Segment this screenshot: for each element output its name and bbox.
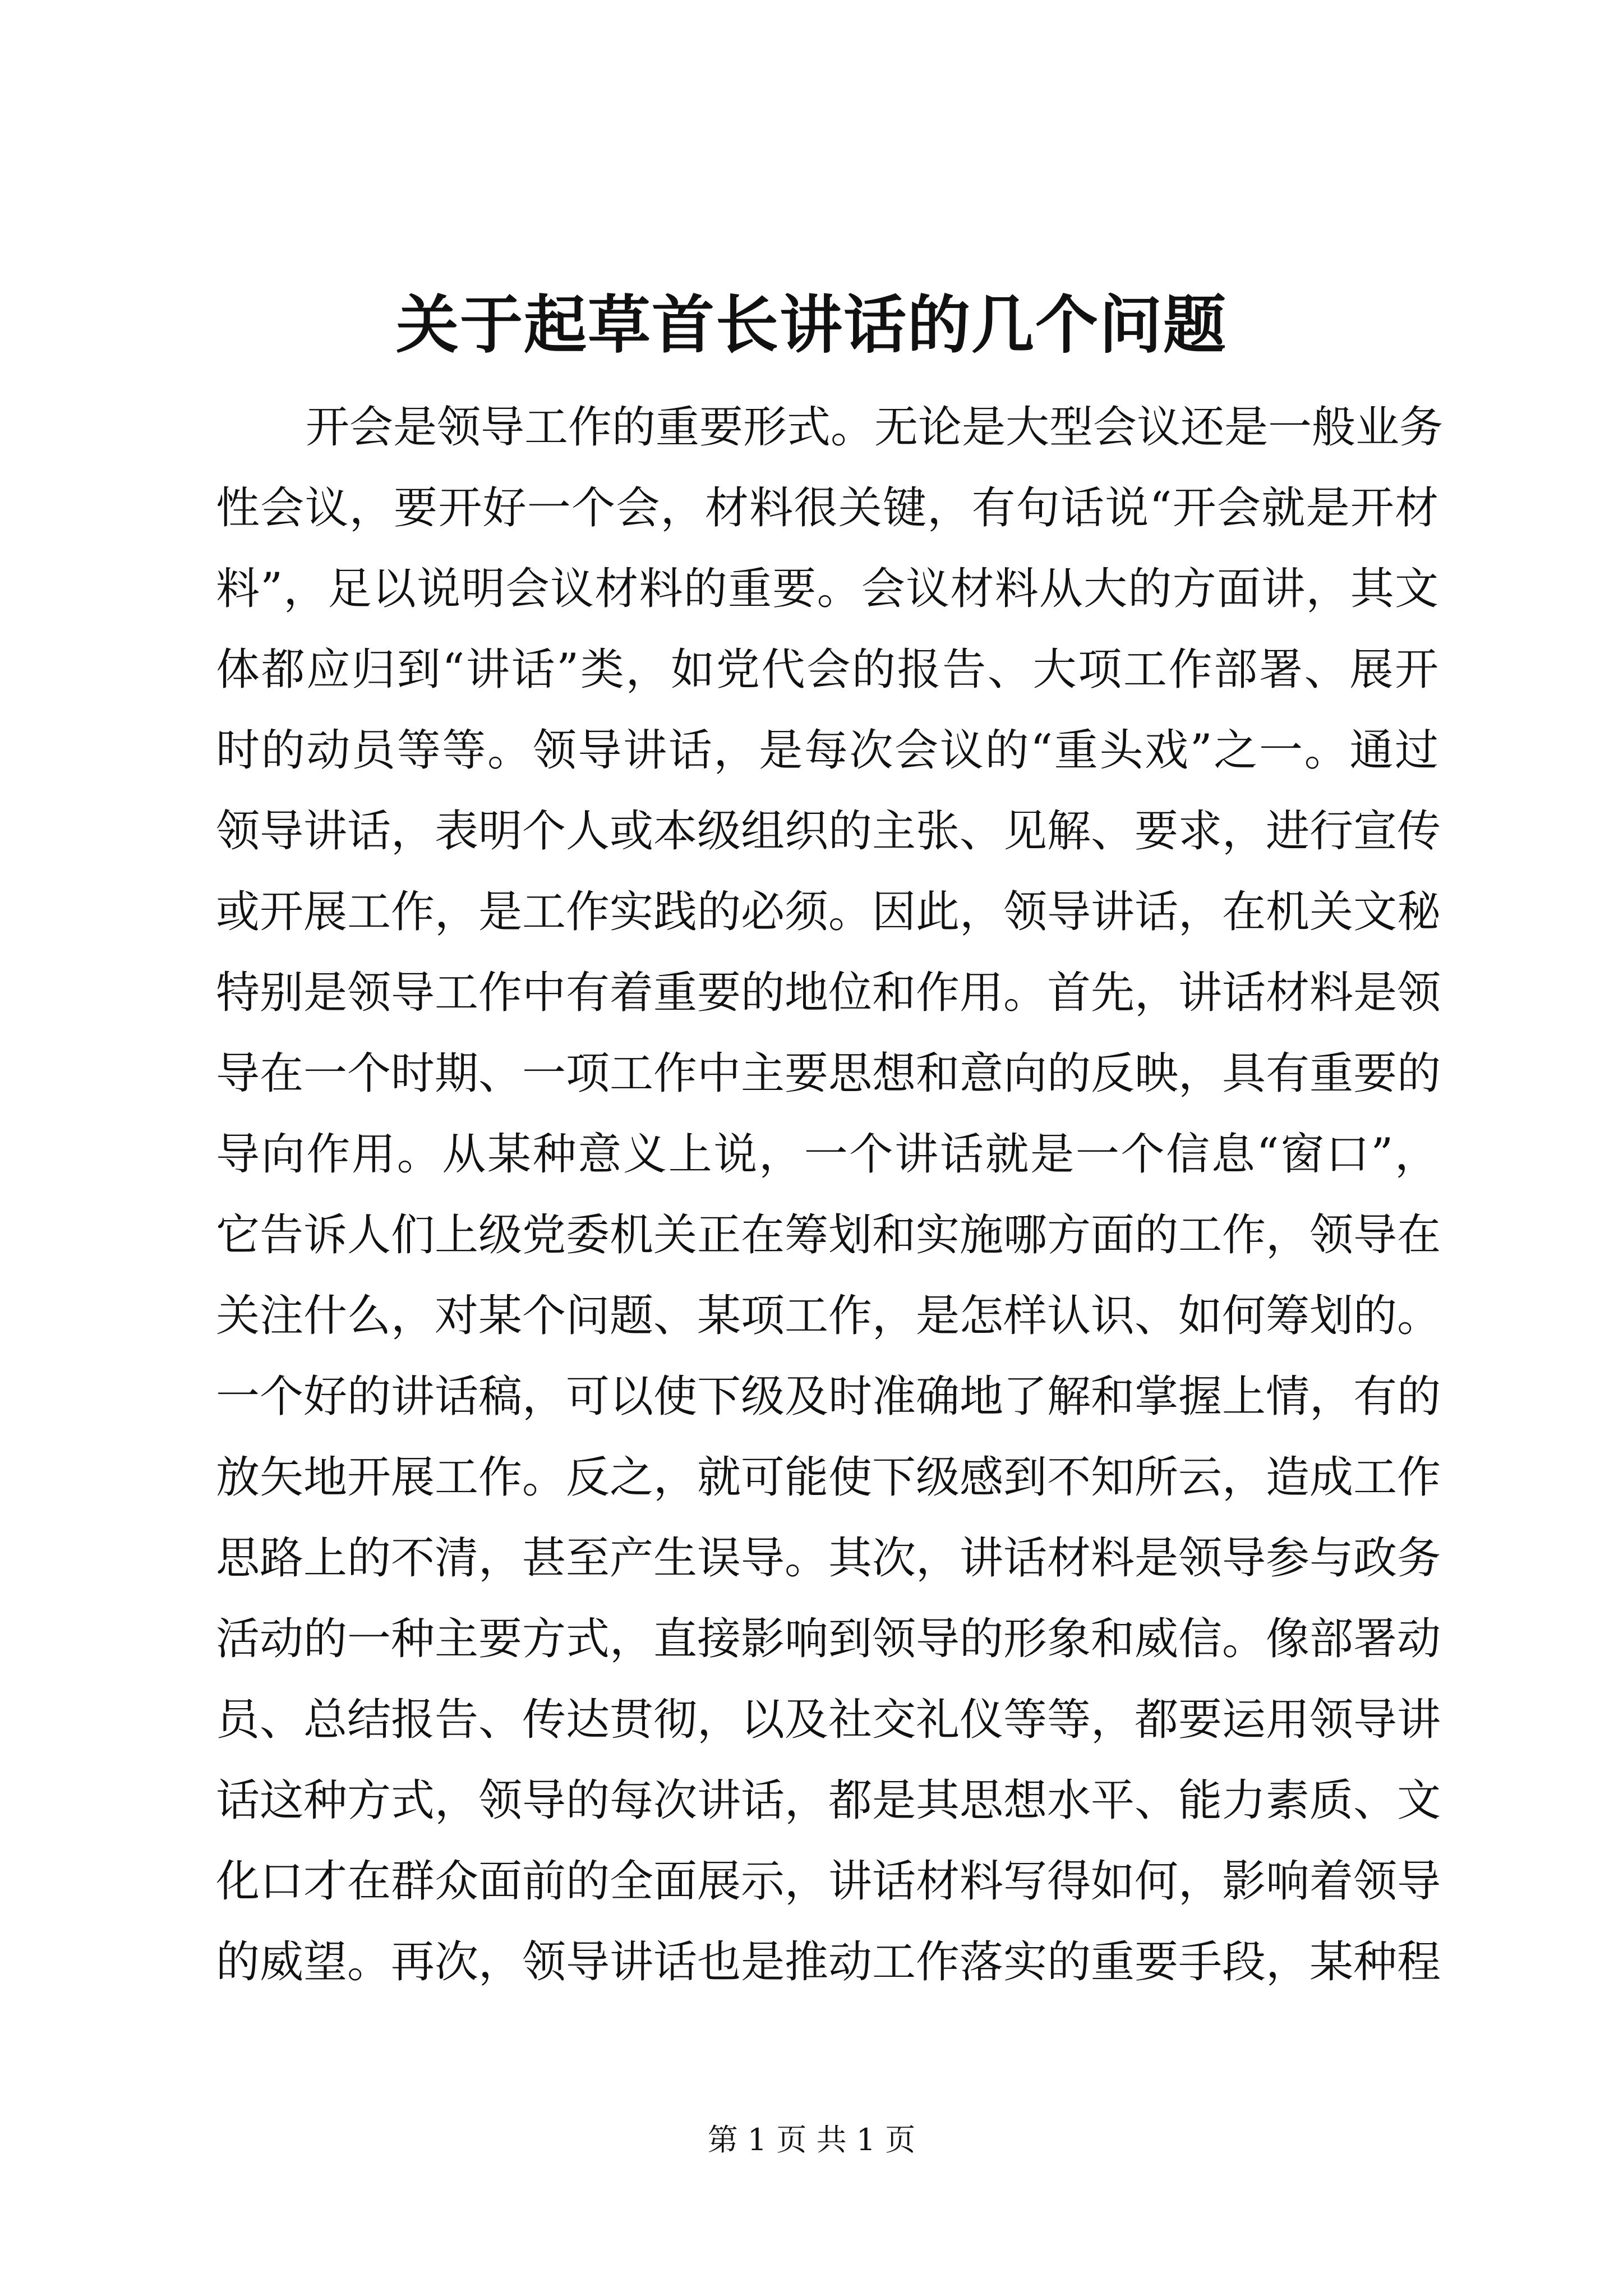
- page-number-footer: 第 1 页 共 1 页: [707, 2122, 916, 2157]
- text-line: 关注什么，对某个问题、某项工作，是怎样认识、如何筹划的。: [216, 1291, 1441, 1341]
- text-line: 料”，足以说明会议材料的重要。会议材料从大的方面讲，其文: [216, 564, 1438, 614]
- text-line: 性会议，要开好一个会，材料很关键，有句话说“开会就是开材: [216, 483, 1438, 533]
- text-line: 一个好的讲话稿，可以使下级及时准确地了解和掌握上情，有的: [216, 1372, 1441, 1422]
- page-title: 关于起草首长讲话的几个问题: [396, 288, 1227, 362]
- body-paragraph: [216, 387, 1444, 2003]
- text-line: 体都应归到“讲话”类，如党代会的报告、大项工作部署、展开: [216, 645, 1438, 695]
- text-line: 时的动员等等。领导讲话，是每次会议的“重头戏”之一。通过: [216, 725, 1438, 776]
- text-line: 思路上的不清，甚至产生误导。其次，讲话材料是领导参与政务: [216, 1533, 1441, 1584]
- text-line: 的威望。再次，领导讲话也是推动工作落实的重要手段，某种程: [216, 1937, 1441, 1987]
- text-line: 开会是领导工作的重要形式。无论是大型会议还是一般业务: [306, 402, 1444, 453]
- text-line: 它告诉人们上级党委机关正在筹划和实施哪方面的工作，领导在: [216, 1210, 1441, 1260]
- text-line: 导在一个时期、一项工作中主要思想和意向的反映，具有重要的: [216, 1048, 1441, 1099]
- text-line: 导向作用。从某种意义上说，一个讲话就是一个信息“窗口”，: [216, 1129, 1438, 1180]
- text-line: 活动的一种主要方式，直接影响到领导的形象和威信。像部署动: [216, 1614, 1441, 1664]
- text-line: 放矢地开展工作。反之，就可能使下级感到不知所云，造成工作: [216, 1452, 1441, 1503]
- text-line: 话这种方式，领导的每次讲话，都是其思想水平、能力素质、文: [216, 1775, 1441, 1826]
- text-line: 化口才在群众面前的全面展示，讲话材料写得如何，影响着领导: [216, 1856, 1441, 1907]
- text-line: 或开展工作，是工作实践的必须。因此，领导讲话，在机关文秘: [216, 887, 1441, 937]
- text-line: 特别是领导工作中有着重要的地位和作用。首先，讲话材料是领: [216, 968, 1441, 1018]
- text-line: 领导讲话，表明个人或本级组织的主张、见解、要求，进行宣传: [216, 806, 1441, 857]
- text-line: 员、总结报告、传达贯彻，以及社交礼仪等等，都要运用领导讲: [216, 1695, 1441, 1745]
